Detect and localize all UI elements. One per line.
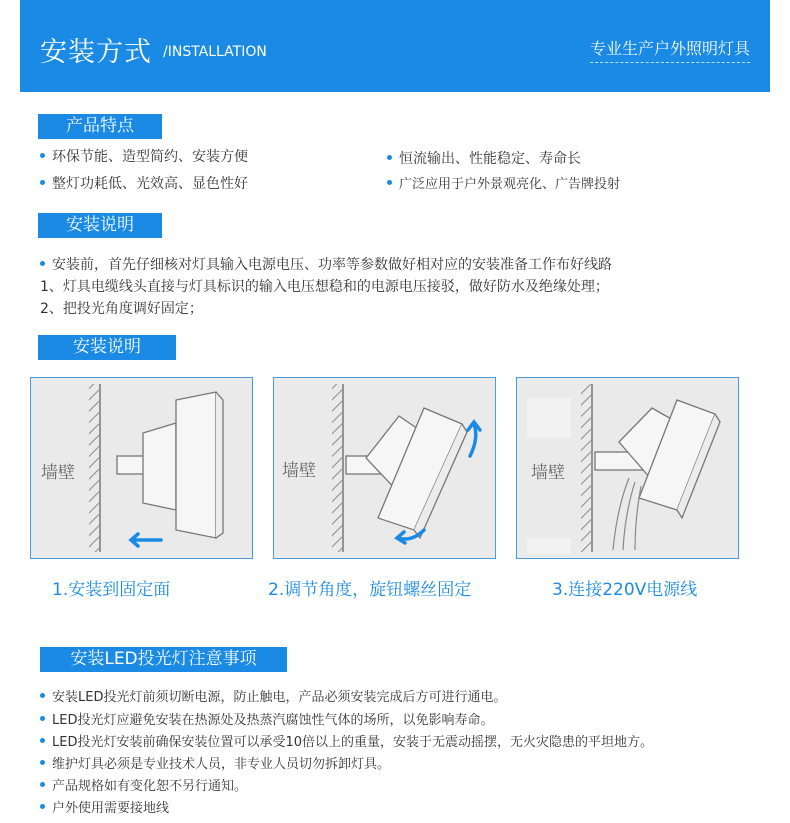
bullet-icon xyxy=(40,153,45,158)
bullet-icon xyxy=(387,155,392,160)
push-arrow-icon xyxy=(131,534,161,546)
wall-label: 墙壁 xyxy=(282,461,316,481)
caution-item: 产品规格如有变化恕不另行通知。 xyxy=(40,775,247,794)
step-2-caption: 2.调节角度，旋钮螺丝固定 xyxy=(268,580,472,600)
feature-item: 整灯功耗低、光效高、显色性好 xyxy=(40,173,248,193)
caution-item: LED投光灯安装前确保安装位置可以承受10倍以上的重量，安装于无震动摇摆，无火灾隐患的平坦地方。 xyxy=(40,731,653,750)
caution-item: 户外使用需要接地线 xyxy=(40,797,169,816)
wall-label: 墙壁 xyxy=(41,463,75,483)
step-1-illustration xyxy=(30,377,253,559)
header-banner xyxy=(20,0,770,92)
step-3-illustration xyxy=(516,377,739,559)
bullet-icon xyxy=(387,180,392,185)
step-2-illustration xyxy=(273,377,496,559)
install-note-line: 安装前，首先仔细核对灯具输入电源电压、功率等参数做好相对应的安装准备工作布好线路 xyxy=(40,254,612,274)
bullet-icon xyxy=(40,804,45,809)
bullet-icon xyxy=(40,261,45,266)
install-steps-label: 安装说明 xyxy=(38,335,176,360)
cautions-label: 安装LED投光灯注意事项 xyxy=(40,647,287,672)
tagline: 专业生产户外照明灯具 xyxy=(590,36,750,63)
install-notes-label: 安装说明 xyxy=(38,213,162,238)
bullet-icon xyxy=(40,782,45,787)
install-note-line: 1、灯具电缆线头直接与灯具标识的输入电压想稳和的电源电压接驳，做好防水及绝缘处理； xyxy=(40,279,609,295)
step-1-caption: 1.安装到固定面 xyxy=(52,580,171,600)
bullet-icon xyxy=(40,738,45,743)
feature-item: 恒流输出、性能稳定、寿命长 xyxy=(387,148,581,168)
page-title: 安装方式 xyxy=(40,37,152,68)
bullet-icon xyxy=(40,716,45,721)
rotate-up-arrow-icon xyxy=(468,422,480,456)
install-note-line: 2、把投光角度调好固定； xyxy=(40,301,203,317)
caution-item: 维护灯具必须是专业技术人员，非专业人员切勿拆卸灯具。 xyxy=(40,753,390,772)
features-label: 产品特点 xyxy=(38,114,162,139)
bullet-icon xyxy=(40,760,45,765)
page-subtitle: /INSTALLATION xyxy=(163,44,267,60)
caution-item: 安装LED投光灯前须切断电源，防止触电，产品必须安装完成后方可进行通电。 xyxy=(40,686,506,705)
feature-item: 环保节能、造型简约、安装方便 xyxy=(40,146,248,166)
step-3-caption: 3.连接220V电源线 xyxy=(552,580,698,600)
bullet-icon xyxy=(40,180,45,185)
feature-item: 广泛应用于户外景观亮化、广告牌投射 xyxy=(387,173,620,192)
wall-label: 墙壁 xyxy=(531,463,565,483)
caution-item: LED投光灯应避免安装在热源处及热蒸汽腐蚀性气体的场所，以免影响寿命。 xyxy=(40,709,493,728)
bullet-icon xyxy=(40,693,45,698)
